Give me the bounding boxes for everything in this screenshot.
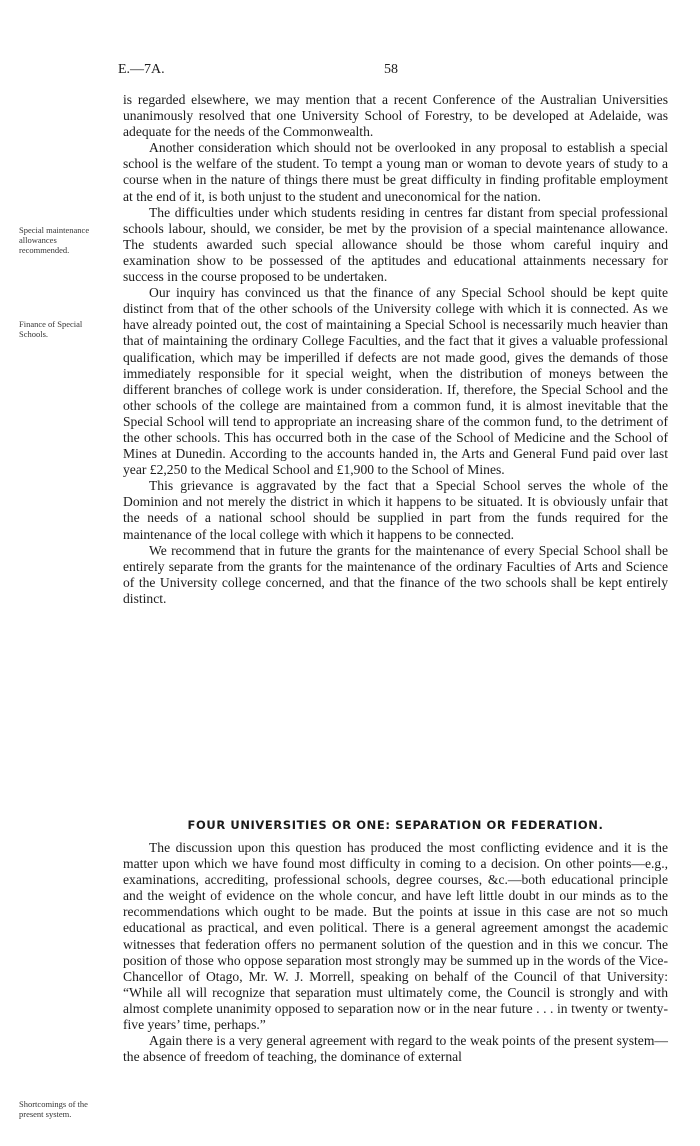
paragraph: We recommend that in future the grants for the maintenance of every Special School shall be entirely separate from the grants for the maintenance of the ordinary Faculties of Arts and Science of the University college concerned, and that the finance of the two schools shall be kept entirely distinct. (123, 542, 668, 606)
paragraph: is regarded elsewhere, we may mention that a recent Conference of the Australian Universities unanimously resolved that one University School of Forestry, to be developed at Adelaide, was adequate for the needs of the Commonwealth. (123, 92, 668, 140)
paragraph: Again there is a very general agreement with regard to the weak points of the present system—the absence of freedom of teaching, the dominance of external (123, 1033, 668, 1065)
margin-note-special-maintenance: Special maintenance allowances recommended. (19, 225, 90, 255)
section-separation-text (123, 840, 668, 1065)
paragraph: Our inquiry has convinced us that the finance of any Special School should be kept quite distinct from that of the other schools of the University college with which it is connected. As we have already pointed out, the cost of maintaining a Special School is necessarily much heavier than that of maintaining the ordinary College Faculties, and the fact that it gives a valuable professional qualification, which may be imperilled if defects are not made good, gives the demands of those immediately responsible for it special weight, when the distribution of moneys between the different branches of college work is under consideration. If, therefore, the Special School and the other schools of the college are maintained from a common fund, it is almost inevitable that the Special School will tend to appropriate an increasing share of the common fund, to the detriment of the other schools. This has occurred both in the case of the School of Medicine and the School of Mines at Dunedin. According to the accounts handed in, the Arts and General Fund paid over last year £2,250 to the Medical School and £1,900 to the School of Mines. (123, 285, 668, 478)
paragraph: This grievance is aggravated by the fact that a Special School serves the whole of the Dominion and not merely the district in which it happens to be situated. It is obviously unfair that the needs of a national school should be supplied in part from the funds required for the maintenance of the local college with which it happens to be connected. (123, 478, 668, 542)
section-heading: FOUR UNIVERSITIES OR ONE: SEPARATION OR FEDERATION. (187, 818, 604, 832)
document-reference: E.—7A. (118, 62, 165, 77)
paragraph: The difficulties under which students residing in centres far distant from special professional schools labour, should, we consider, be met by the provision of a special maintenance allowance. The students awarded such special allowance should be those whom careful inquiry and examination show to be possessed of the aptitudes and educational attainments necessary for success in the course proposed to be undertaken. (123, 204, 668, 285)
page-number: 58 (384, 62, 398, 77)
paragraph: The discussion upon this question has produced the most conflicting evidence and it is the matter upon which we have found most difficulty in coming to a decision. On other points—e.g., examinations, accrediting, professional schools, degree courses, &c.—both educational principle and the weight of evidence on the whole concur, and have left little doubt in our minds as to the recommendations which ought to be made. But the points at issue in this case are not so much educational as practical, and even political. There is a general agreement amongst the academic witnesses that federation offers no permanent solution of the question and in this we concur. The position of those who oppose separation most strongly may be summed up in the words of the Vice-Chancellor of Otago, Mr. W. J. Morrell, speaking on behalf of the Council of that University: “While all will recognize that separation must ultimately come, the Council is strongly and with almost complete unanimity opposed to separation now or in the near future . . . in twenty or twenty-five years’ time, perhaps.” (123, 840, 668, 1033)
margin-note-shortcomings: Shortcomings of the present system. (19, 1099, 88, 1119)
paragraph: Another consideration which should not be overlooked in any proposal to establish a special school is the welfare of the student. To tempt a young man or woman to devote years of study to a course when in the nature of things there must be great difficulty in finding profitable employment at the end of it, is both unjust to the student and uneconomical for the nation. (123, 140, 668, 204)
page-header (0, 62, 700, 82)
margin-note-finance-special-schools: Finance of Special Schools. (19, 319, 83, 339)
section-special-schools-text (123, 92, 668, 607)
